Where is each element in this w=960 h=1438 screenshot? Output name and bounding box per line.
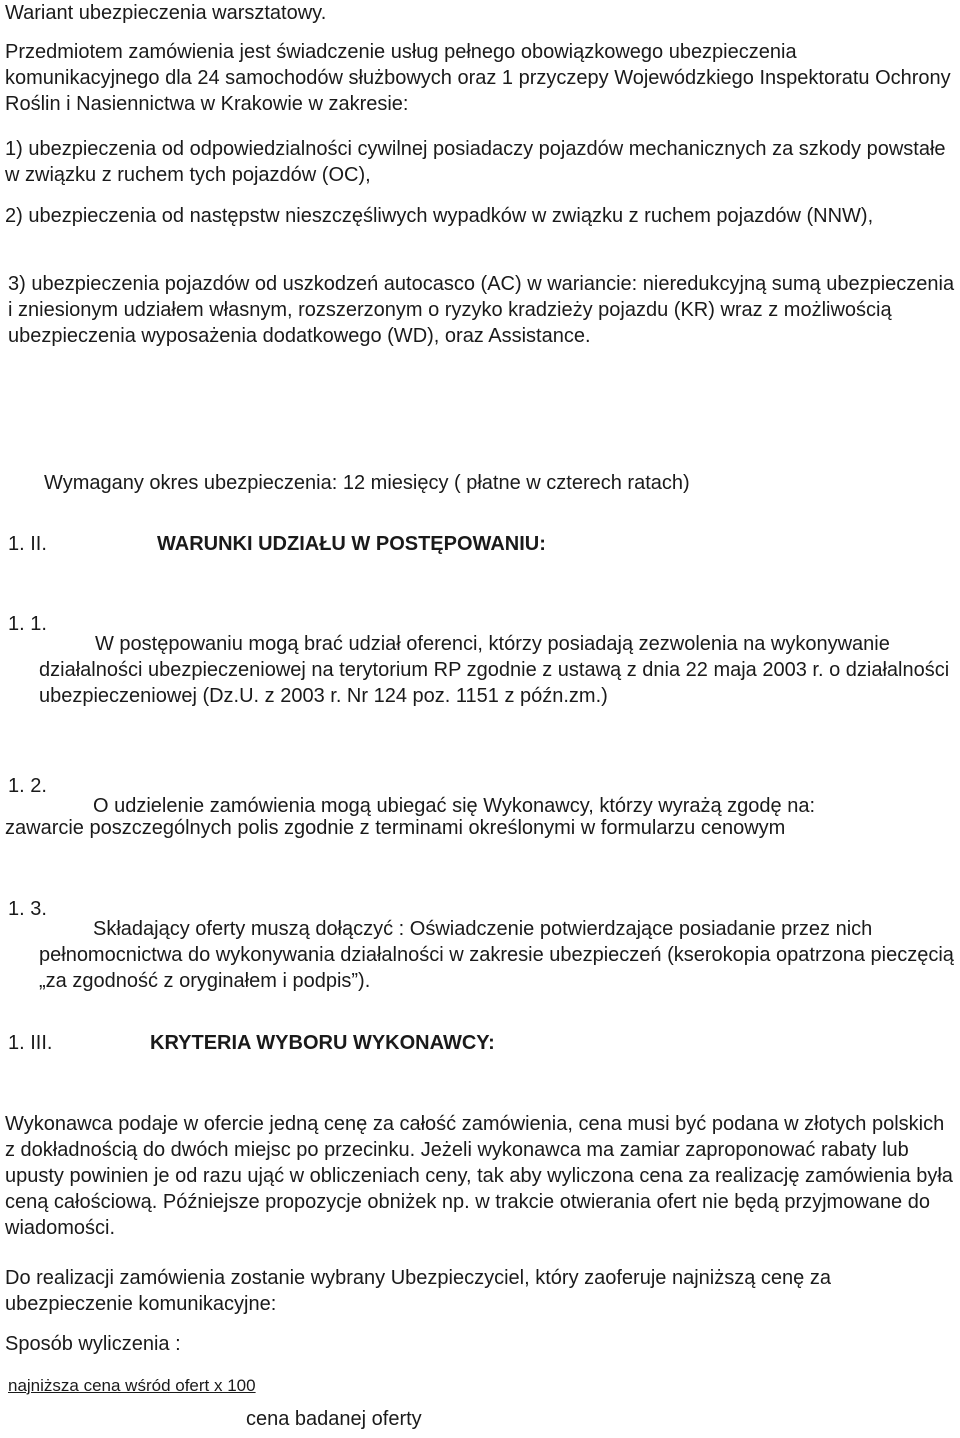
scope-item-ac: 3) ubezpieczenia pojazdów od uszkodzeń autocasco (AC) w wariancie: nieredukcyjną sumą ubezpieczenia i zniesionym udziałem własnym, rozszerzonym o ryzyko kradzieży pojazdu (KR) wraz z możliwością ubezpieczenia wyposażenia dodatkowego (WD), oraz Assistance. [8,273,955,347]
insurance-period: Wymagany okres ubezpieczenia: 12 miesięcy ( płatne w czterech ratach) [44,472,690,494]
intro-paragraph: Przedmiotem zamówienia jest świadczenie usług pełnego obowiązkowego ubezpieczenia komunikacyjnego dla 24 samochodów służbowych oraz 1 przyczepy Wojewódzkiego Inspektoratu Ochrony Roślin i Nasiennictwa w Krakowie w zakresie: [5,41,951,115]
condition-text: O udzielenie zamówienia mogą ubiegać się Wykonawcy, którzy wyrażą zgodę na: [93,795,816,817]
section-2-number: 1. II. [8,533,47,555]
condition-number: 1. 2. [8,775,47,797]
section-3-title: KRYTERIA WYBORU WYKONAWCY: [150,1032,495,1054]
variant-line: Wariant ubezpieczenia warsztatowy. [5,2,327,24]
section-3-number: 1. III. [8,1032,53,1054]
condition-number: 1. 1. [8,613,47,635]
scope-item-nnw: 2) ubezpieczenia od następstw nieszczęśliwych wypadków w związku z ruchem pojazdów (NNW), [5,205,874,227]
selection-paragraph: Do realizacji zamówienia zostanie wybrany Ubezpieczyciel, który zaoferuje najniższą cenę za ubezpieczenie komunikacyjne: [5,1267,831,1315]
condition-text: Składający oferty muszą dołączyć : Oświadczenie potwierdzające posiadanie przez nich pełnomocnictwa do wykonywania działalności w zakresie ubezpieczeń (kserokopia opatrzona pieczęcią „za zgodność z oryginałem i podpis”). [39,918,954,992]
section-2-title: WARUNKI UDZIAŁU W POSTĘPOWANIU: [157,533,546,555]
formula-denominator: cena badanej oferty [246,1408,422,1430]
calculation-method-label: Sposób wyliczenia : [5,1333,181,1355]
condition-number: 1. 3. [8,898,47,920]
formula-numerator: najniższa cena wśród ofert x 100 [8,1376,256,1395]
scope-item-oc: 1) ubezpieczenia od odpowiedzialności cywilnej posiadaczy pojazdów mechanicznych za szkody powstałe w związku z ruchem tych pojazdów (OC), [5,138,946,186]
criteria-paragraph: Wykonawca podaje w ofercie jedną cenę za całość zamówienia, cena musi być podana w złotych polskich z dokładnością do dwóch miejsc po przecinku. Jeżeli wykonawca ma zamiar zaproponować rabaty lub upusty powinien je od razu ująć w obliczeniach ceny, tak aby wyliczona cena za realizację zamówienia była ceną całościową. Późniejsze propozycje obniżek np. w trakcie otwierania ofert nie będą przyjmowane do wiadomości. [5,1113,953,1239]
condition-text: W postępowaniu mogą brać udział oferenci, którzy posiadają zezwolenia na wykonywanie działalności ubezpieczeniowej na terytorium RP zgodnie z ustawą z dnia 22 maja 2003 r. o działalności ubezpieczeniowej (Dz.U. z 2003 r. Nr 124 poz. 1151 z późn.zm.) [39,633,950,707]
condition-continuation: zawarcie poszczególnych polis zgodnie z terminami określonymi w formularzu cenowym [5,817,786,839]
